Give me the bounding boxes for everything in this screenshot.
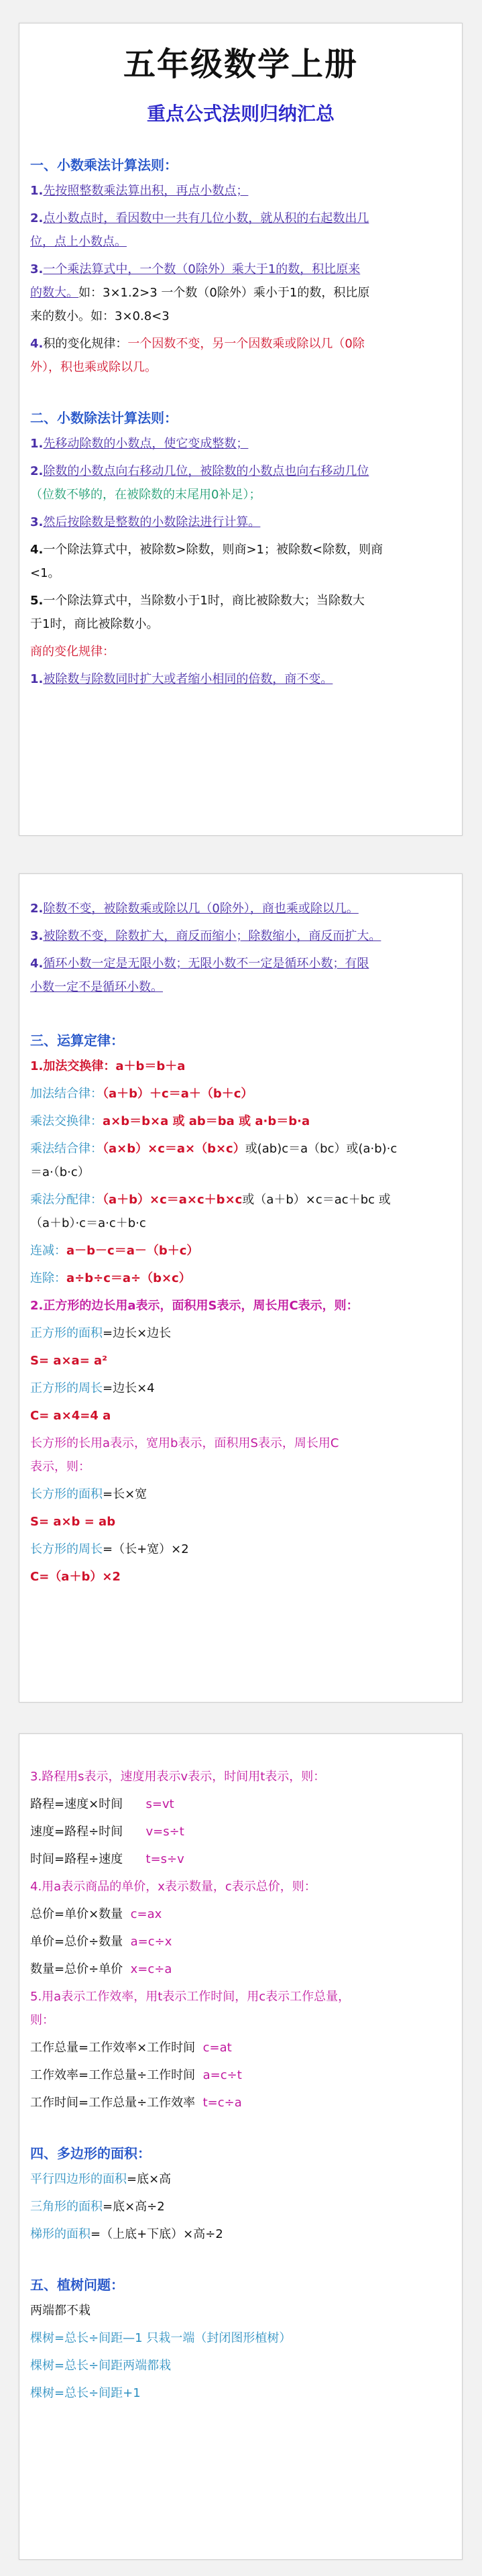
list-item: 乘法分配律：（a＋b）×c＝a×c＋b×c或（a＋b）×c＝ac＋bc 或 （a＋b）·c＝a·c＋b·c <box>30 1193 391 1230</box>
list-item: 3.然后按除数是整数的小数除法进行计算。 <box>30 515 261 529</box>
list-item: 两端都不栽 <box>30 2304 91 2318</box>
page-title: 五年级数学上册 <box>123 46 358 83</box>
list-item: 3.一个乘法算式中，一个数（0除外）乘大于1的数，积比原来 的数大。如：3×1.2>3 一个数（0除外）乘小于1的数，积比原 来的数小。如：3×0.8<3 <box>30 262 370 323</box>
list-item: 路程=速度×时间 s=vt <box>30 1797 174 1811</box>
list-item: 速度=路程÷时间 v=s÷t <box>30 1825 184 1839</box>
formula: C= a×4=4 a <box>30 1409 111 1423</box>
list-item: 1.被除数与除数同时扩大或者缩小相同的倍数，商不变。 <box>30 672 333 686</box>
list-item: 正方形的面积=边长×边长 <box>30 1326 172 1340</box>
list-item: 正方形的周长=边长×4 <box>30 1381 155 1395</box>
list-item: 工作总量=工作效率×工作时间 c=at <box>30 2041 232 2055</box>
list-item: 三角形的面积=底×高÷2 <box>30 2200 165 2214</box>
list-item: 2.点小数点时，看因数中一共有几位小数，就从积的右起数出几 位，点上小数点。 <box>30 211 369 249</box>
rectangle-intro: 长方形的长用a表示，宽用b表示，面积用S表示，周长用C 表示，则： <box>30 1436 339 1474</box>
list-item: 棵树=总长÷间距—1 只栽一端（封闭图形植树） <box>30 2331 292 2345</box>
list-item: 棵树=总长÷间距+1 <box>30 2386 141 2400</box>
distance-intro: 3.路程用s表示，速度用表示v表示，时间用t表示，则： <box>30 1770 326 1784</box>
section-heading-decimal-division: 二、小数除法计算法则： <box>30 410 178 426</box>
list-item: 棵树=总长÷间距两端都栽 <box>30 2359 172 2373</box>
list-item: 4.一个除法算式中，被除数>除数，则商>1；被除数<除数，则商 <1。 <box>30 543 383 580</box>
list-item: 时间=路程÷速度 t=s÷v <box>30 1852 184 1866</box>
page-3 <box>19 1733 463 2560</box>
section-heading-laws: 三、运算定律： <box>30 1032 124 1049</box>
list-item: 梯形的面积=（上底+下底）×高÷2 <box>30 2227 223 2241</box>
list-item: 平行四边形的面积=底×高 <box>30 2172 172 2186</box>
list-item: 4.循环小数一定是无限小数；无限小数不一定是循环小数；有限 小数一定不是循环小数。 <box>30 957 369 994</box>
section-heading-decimal-multiplication: 一、小数乘法计算法则： <box>30 157 178 173</box>
list-item: 单价=总价÷数量 a=c÷x <box>30 1935 172 1949</box>
formula: C=（a＋b）×2 <box>30 1570 121 1584</box>
section-heading-polygon-area: 四、多边形的面积： <box>30 2145 151 2161</box>
section-heading-tree-planting: 五、植树问题： <box>30 2277 124 2293</box>
page-subtitle: 重点公式法则归纳汇总 <box>146 103 335 125</box>
list-item: 乘法结合律：（a×b）×c＝a×（b×c）或(ab)c＝a（bc）或(a·b)·c ＝a·（b·c） <box>30 1142 398 1179</box>
list-item: 总价=单价×数量 c=ax <box>30 1907 162 1921</box>
list-item: 2.除数的小数点向右移动几位，被除数的小数点也向右移动几位 （位数不够的，在被除数的末尾用0补足）； <box>30 464 369 502</box>
list-item: 工作时间=工作总量÷工作效率 t=c÷a <box>30 2096 242 2110</box>
list-item: 1.先按照整数乘法算出积，再点小数点； <box>30 184 249 198</box>
formula: S= a×a= a² <box>30 1354 108 1368</box>
page-2 <box>19 873 463 1703</box>
list-item: 2.除数不变，被除数乘或除以几（0除外），商也乘或除以几。 <box>30 902 359 916</box>
list-item: 长方形的周长=（长+宽）×2 <box>30 1542 189 1556</box>
work-intro: 5.用a表示工作效率，用t表示工作时间，用c表示工作总量， 则： <box>30 1990 351 2027</box>
list-item: 4.积的变化规律：一个因数不变，另一个因数乘或除以几（0除 外），积也乘或除以几。 <box>30 337 365 374</box>
price-intro: 4.用a表示商品的单价，x表示数量，c表示总价，则： <box>30 1880 316 1894</box>
square-intro: 2.正方形的边长用a表示，面积用S表示，周长用C表示，则： <box>30 1299 359 1313</box>
list-item: 长方形的面积=长×宽 <box>30 1487 147 1501</box>
list-item: 连减：a－b－c＝a－（b＋c） <box>30 1244 199 1258</box>
list-item: 工作效率=工作总量÷工作时间 a=c÷t <box>30 2068 242 2082</box>
page-1 <box>19 23 463 836</box>
list-item: 1.先移动除数的小数点，使它变成整数； <box>30 437 249 451</box>
list-item: 加法结合律：（a＋b）＋c＝a＋（b＋c） <box>30 1087 253 1101</box>
list-item: 5.一个除法算式中，当除数小于1时，商比被除数大；当除数大 于1时，商比被除数小。 <box>30 594 365 631</box>
list-item: 乘法交换律：a×b＝b×a 或 ab＝ba 或 a·b＝b·a <box>30 1114 310 1128</box>
list-item: 数量=总价÷单价 x=c÷a <box>30 1962 172 1976</box>
list-item: 连除：a÷b÷c＝a÷（b×c） <box>30 1271 191 1285</box>
list-item: 3.被除数不变，除数扩大，商反而缩小；除数缩小，商反而扩大。 <box>30 929 381 943</box>
rule-label: 商的变化规律： <box>30 645 115 659</box>
list-item: 1.加法交换律：a＋b＝b＋a <box>30 1059 186 1073</box>
formula: S= a×b = ab <box>30 1515 116 1529</box>
